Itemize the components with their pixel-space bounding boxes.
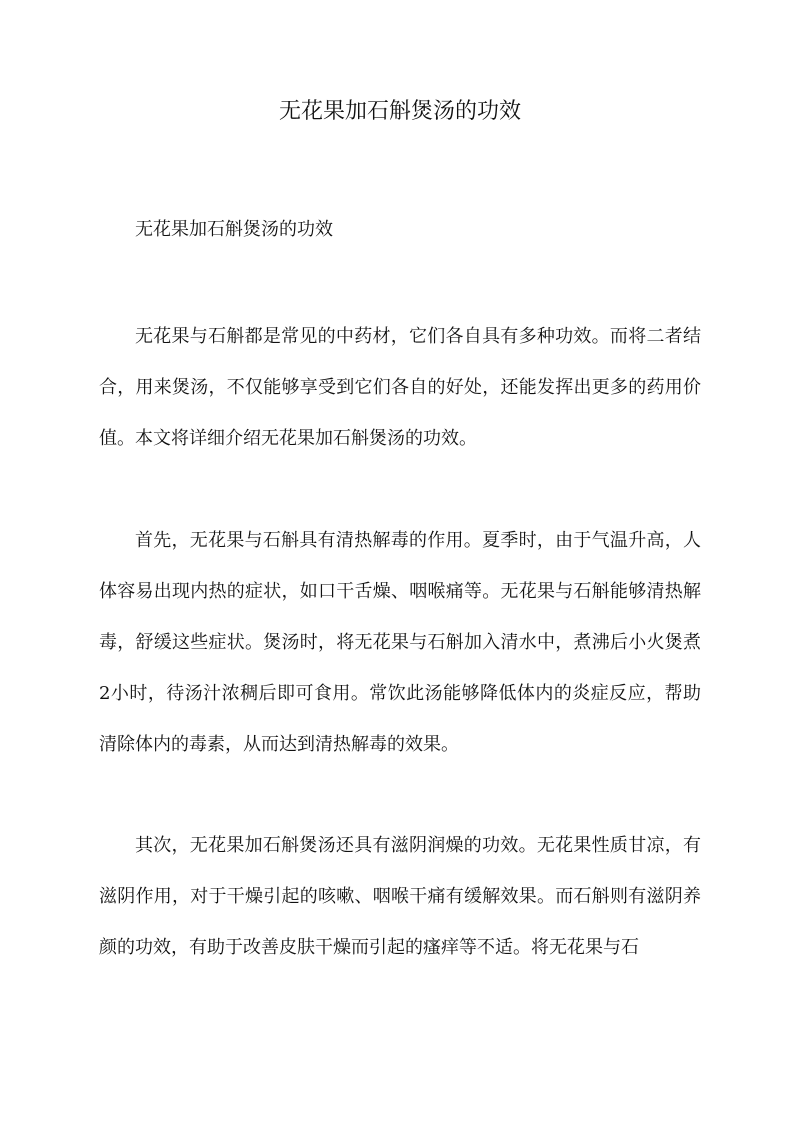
paragraph-nourish-yin: 其次，无花果加石斛煲汤还具有滋阴润燥的功效。无花果性质甘凉，有滋阴作用，对于干燥引起的咳嗽、咽喉干痛有缓解效果。而石斛则有滋阴养颜的功效，有助于改善皮肤干燥而引起的瘙痒等不适。将无花果与石 [99, 835, 701, 958]
document-title: 无花果加石斛煲汤的功效 [278, 99, 521, 124]
paragraph-heat-detox: 首先，无花果与石斛具有清热解毒的作用。夏季时，由于气温升高，人体容易出现内热的症状，如口干舌燥、咽喉痛等。无花果与石斛能够清热解毒，舒缓这些症状。煲汤时，将无花果与石斛加入清水中，煮沸后小火煲煮2小时，待汤汁浓稠后即可食用。常饮此汤能够降低体内的炎症反应，帮助清除体内的毒素，从而达到清热解毒的效果。 [99, 530, 701, 755]
document-subtitle: 无花果加石斛煲汤的功效 [135, 219, 333, 240]
paragraph-intro: 无花果与石斛都是常见的中药材，它们各自具有多种功效。而将二者结合，用来煲汤，不仅能够享受到它们各自的好处，还能发挥出更多的药用价值。本文将详细介绍无花果加石斛煲汤的功效。 [99, 326, 701, 449]
